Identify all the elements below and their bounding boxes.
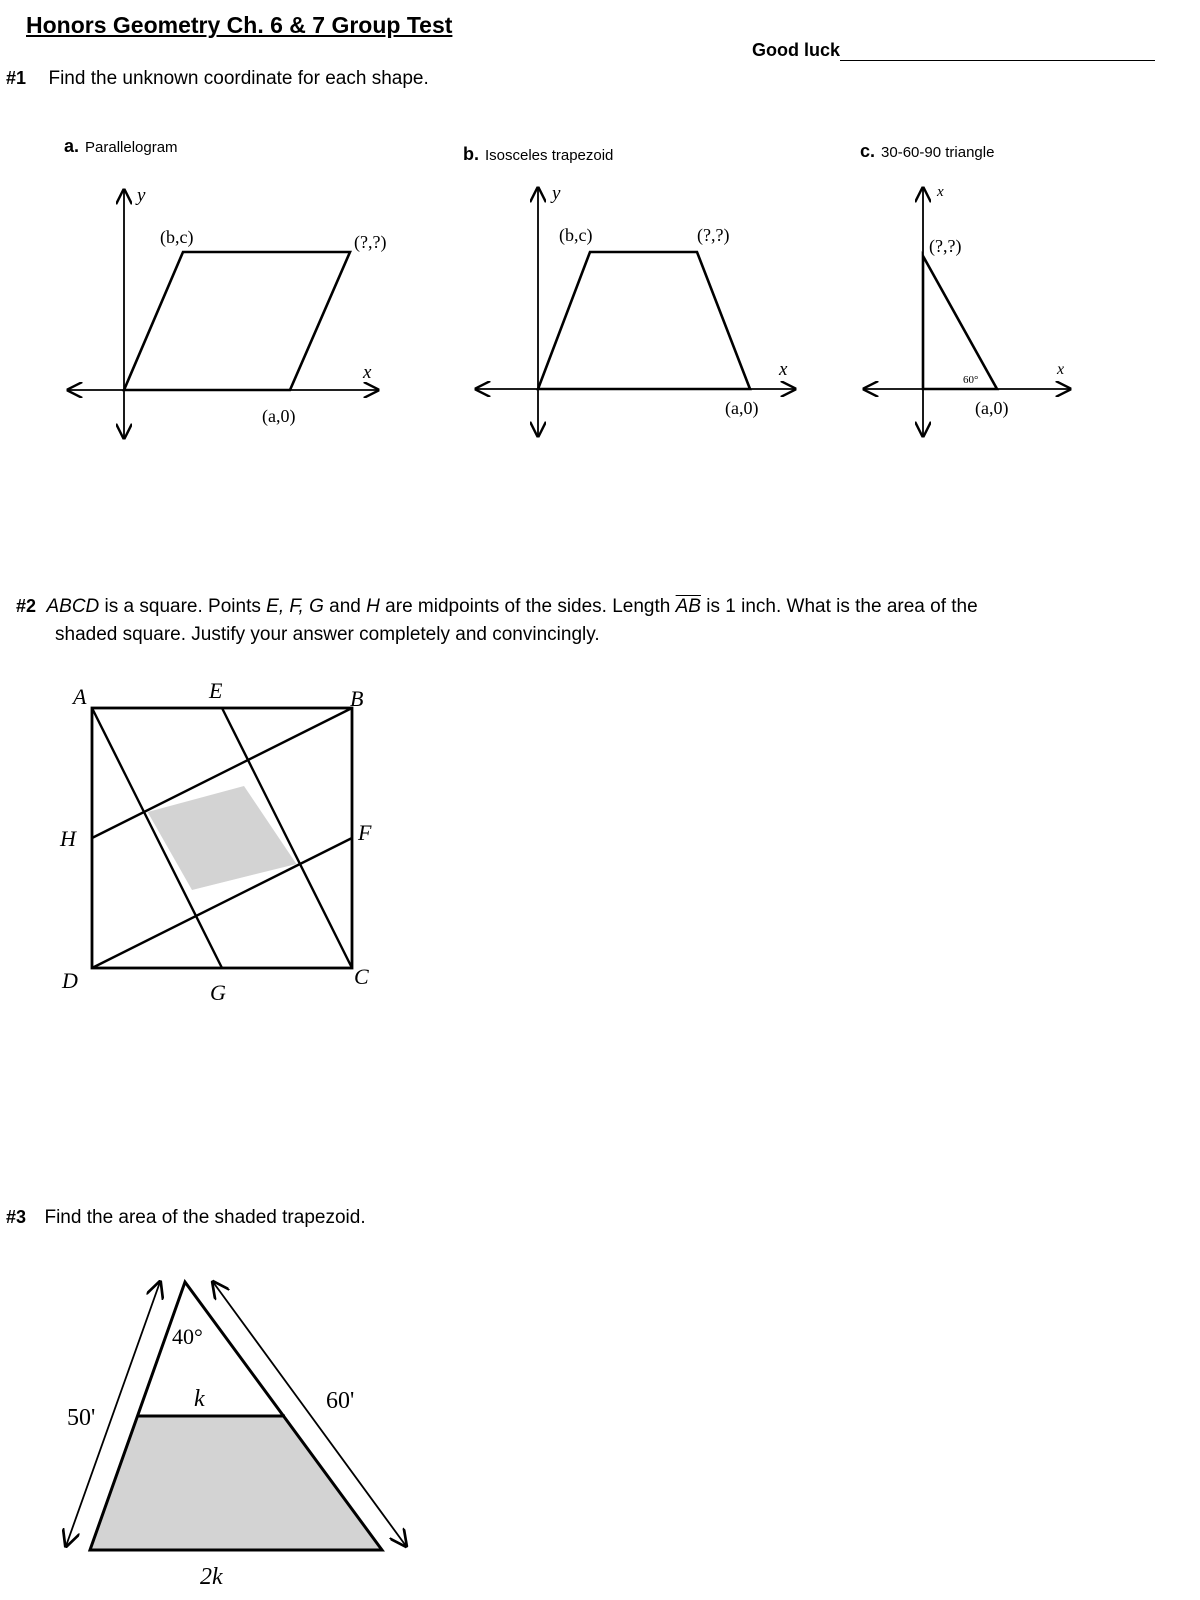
good-luck-label: Good luck (752, 40, 841, 60)
q1c-a0-label: (a,0) (975, 398, 1009, 418)
question-1-number: #1 (6, 68, 27, 88)
question-1-text: Find the unknown coordinate for each shape. (48, 68, 429, 89)
q1b-letter: b. (463, 144, 479, 164)
q3-shaded-trapezoid (90, 1416, 382, 1550)
question-3-number: #3 (6, 1207, 27, 1227)
q2-label-D: D (62, 968, 78, 993)
q1c-y-label: x (937, 184, 944, 200)
q1c-figure (864, 184, 1070, 436)
q2-label-B: B (350, 686, 364, 711)
q2-label-A: A (73, 684, 87, 709)
q2-ab-segment: $\overline{AB}$ (675, 596, 701, 617)
q3-left-label: 50' (67, 1405, 96, 1431)
q3-k-label: k (194, 1386, 205, 1412)
q2-label-F: F (358, 820, 372, 845)
q1a-x-label: x (363, 362, 372, 383)
page-title: Honors Geometry Ch. 6 & 7 Group Test (26, 12, 453, 38)
q1b-x-label: x (779, 359, 788, 380)
q1-figures (0, 0, 1200, 460)
q2-h: H (366, 596, 380, 617)
q1c-x-label: x (1057, 361, 1065, 378)
q1b-name: Isosceles trapezoid (485, 147, 614, 164)
q1b-bc-label: (b,c) (559, 225, 593, 245)
q3-right-label: 60' (326, 1388, 355, 1414)
q2-text-b: and (323, 596, 367, 617)
q3-base-label: 2k (200, 1564, 223, 1590)
q1a-parallelogram (124, 252, 350, 390)
q2-text-d: is 1 inch. What is the area of the (700, 596, 978, 617)
q1c-angle-label: 60° (963, 374, 979, 386)
q1c-name: 30-60-90 triangle (881, 144, 995, 161)
q1a-letter: a. (64, 136, 80, 156)
q2-shaded-square (148, 786, 297, 890)
q3-angle-label: 40° (172, 1324, 203, 1349)
q1a-y-label: y (137, 185, 146, 206)
q1a-unknown-label: (?,?) (354, 232, 387, 252)
q1a-bc-label: (b,c) (160, 227, 194, 247)
question-3-text: Find the area of the shaded trapezoid. (44, 1207, 366, 1228)
q1c-unknown-label: (?,?) (929, 236, 962, 256)
q2-text-a: is a square. Points (99, 596, 267, 617)
q2-figure (0, 660, 420, 1020)
question-2 (16, 596, 978, 618)
q2-label-E: E (209, 678, 223, 703)
q1b-trapezoid (538, 252, 750, 389)
q1c-triangle (923, 256, 997, 389)
q1a-a0-label: (a,0) (262, 406, 296, 426)
question-3 (6, 1207, 366, 1229)
q1a-figure (68, 185, 386, 438)
q2-abcd: ABCD (46, 596, 100, 617)
q1b-a0-label: (a,0) (725, 398, 759, 418)
q1b-unknown-label: (?,?) (697, 225, 730, 245)
q1a-name: Parallelogram (85, 139, 178, 156)
q3-figure (0, 1260, 440, 1600)
q2-label-H: H (60, 826, 76, 851)
q2-label-G: G (210, 980, 226, 1005)
question-2-text-line2: shaded square. Justify your answer completely and convincingly. (55, 624, 600, 645)
q2-efg: E, F, G (266, 596, 324, 617)
q2-text-c: are midpoints of the sides. Length (379, 596, 676, 617)
q1b-y-label: y (552, 183, 561, 204)
question-2-number: #2 (16, 596, 37, 616)
q1c-letter: c. (860, 141, 876, 161)
q2-label-C: C (354, 964, 369, 989)
q1b-figure (476, 183, 795, 436)
